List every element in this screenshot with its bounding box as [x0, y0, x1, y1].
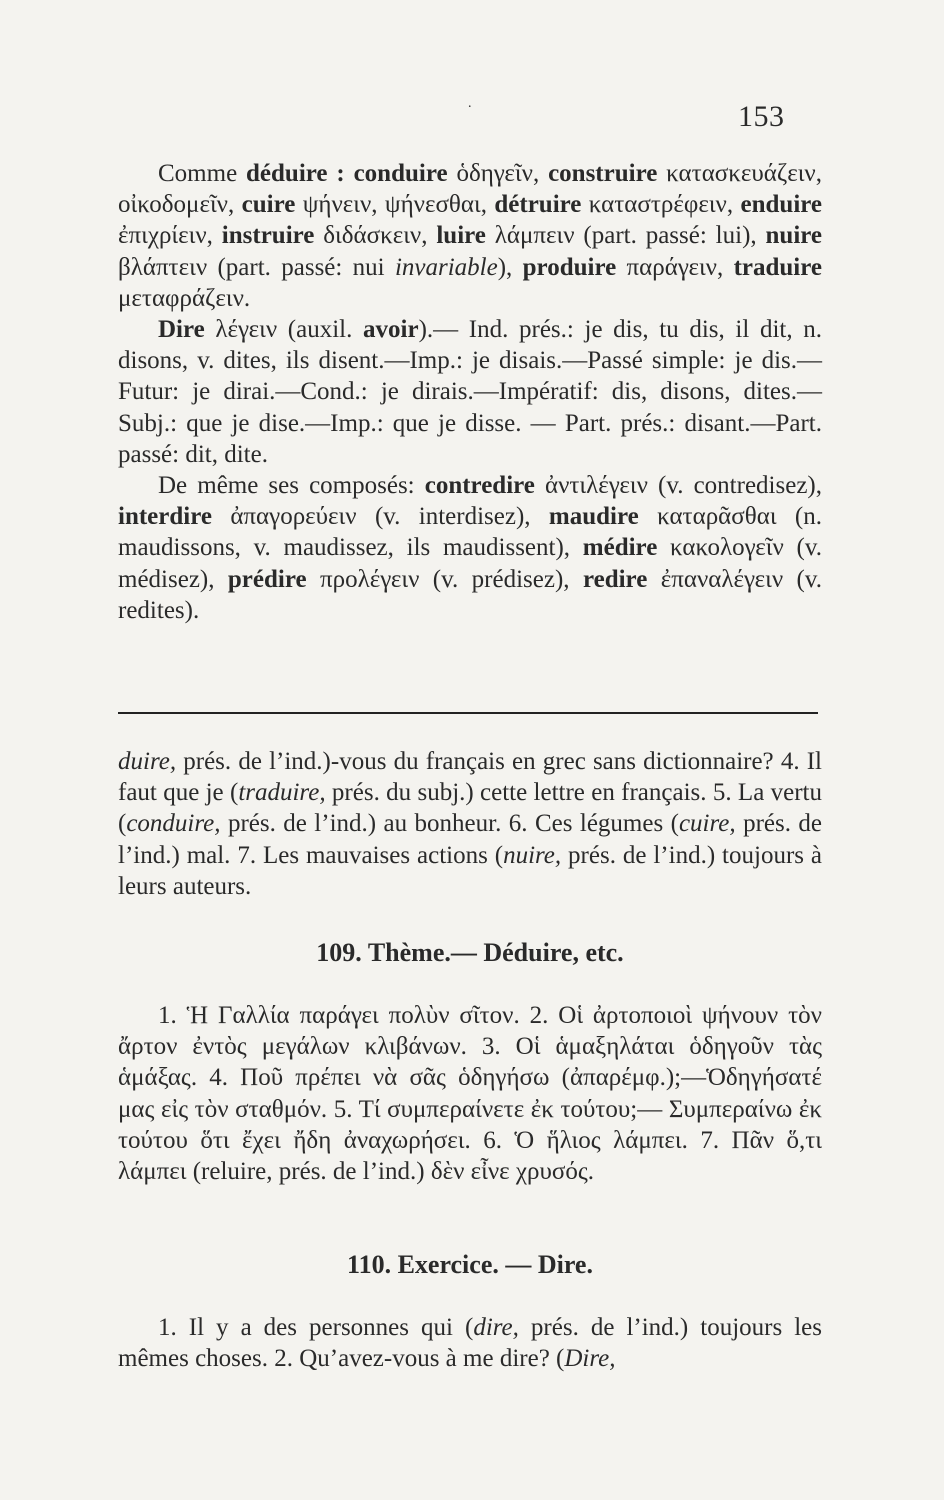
text-run: καταρᾶσθαι (n. maudissons, v. maudissez, ils maudissent), [118, 503, 822, 562]
text-run: dire, [473, 1314, 519, 1341]
text-run: prés. de l’ind.) toujours à leurs auteurs. [118, 841, 822, 900]
text-run: médire [582, 534, 658, 562]
text-run: instruire [221, 222, 315, 250]
text-run: παράγειν, [616, 253, 734, 281]
text-run: 1. Il y a des personnes qui ( [158, 1314, 474, 1341]
text-run: προλέγειν (v. prédisez), [306, 565, 583, 593]
text-run: ), [497, 253, 523, 281]
text-run: κατασκευάζειν, οἰκοδομεῖν, [118, 160, 822, 219]
text-run: nuire, [503, 841, 562, 869]
text-run: Dire [158, 316, 205, 344]
section-exercise-continued [118, 746, 822, 902]
text-run: conduire, [126, 810, 221, 838]
paragraph-theme-109 [118, 1000, 822, 1187]
paragraph-composes [118, 470, 822, 626]
heading-theme-109: 109. Thème.— Déduire, etc. [316, 938, 624, 967]
text-run: déduire : conduire [246, 160, 448, 187]
paragraph-exercise-110 [118, 1312, 822, 1374]
text-run: traduire [733, 253, 822, 281]
paragraph-exercise-continued [118, 746, 822, 902]
page-mark: . [468, 96, 472, 111]
text-run: ἀντιλέγειν (v. contredisez), [534, 472, 822, 500]
text-run: Comme [158, 160, 247, 187]
text-run: ὁδηγεῖν, [447, 160, 549, 187]
text-run: cuire, [678, 810, 736, 838]
text-run: ἀπαγορεύειν (v. interdisez), [211, 503, 549, 531]
text-run: produire [522, 253, 617, 281]
section-exercise-110 [118, 1312, 822, 1374]
text-run: ).— Ind. prés.: je dis, tu dis, il dit, n. disons, v. dites, ils disent.—Imp.: je disais.—Passé simple: je dis.—Futur: je dirai.—Cond.: je dirais.—Impératif: dis, disons, dites.—Subj.: que je dise.—Imp.: que je disse. — Part. prés.: disant.—Part. passé: dit, dite. [118, 316, 822, 468]
text-run: prédire [227, 565, 307, 593]
section-verbs-conjugation [118, 158, 822, 626]
paragraph-comme-deduire [118, 158, 822, 314]
text-run: duire, [118, 748, 177, 775]
text-run: maudire [548, 503, 639, 531]
text-run: De même ses composés: [158, 472, 425, 500]
text-run: avoir [363, 316, 419, 344]
text-run: μεταφράζειν. [118, 284, 251, 312]
text-run: prés. de l’ind.) mal. 7. Les mauvaises actions ( [118, 810, 822, 869]
heading-exercise-110: 110. Exercice. — Dire. [347, 1250, 593, 1279]
text-run: prés. de l’ind.)-vous du français en grec sans dictionnaire? 4. Il faut que je ( [118, 748, 822, 807]
text-run: traduire, [238, 779, 326, 807]
text-run: cuire [241, 191, 296, 219]
text-run: prés. de l’ind.) toujours les mêmes choses. 2. Qu’avez-vous à me dire? ( [118, 1314, 822, 1373]
text-run: nuire [765, 222, 823, 250]
text-run: λάμπειν (part. passé: lui), [485, 222, 766, 250]
section-theme-109 [118, 1000, 822, 1187]
text-run: interdire [118, 503, 212, 531]
text-run: prés. du subj.) cette lettre en français. 5. La vertu ( [118, 779, 822, 838]
text-run: καταστρέφειν, [581, 191, 741, 219]
page-divider [118, 712, 818, 714]
text-run: enduire [740, 191, 823, 219]
text-run: construire [548, 160, 658, 187]
text-run: διδάσκειν, [314, 222, 437, 250]
text-run: redire [582, 565, 648, 593]
text-run: invariable [394, 253, 498, 281]
text-run: ἐπιχρίειν, [118, 222, 222, 250]
text-run: λέγειν (auxil. [204, 316, 364, 344]
text-run: détruire [494, 191, 582, 219]
text-run: contredire [424, 472, 535, 500]
text-run: prés. de l’ind.) au bonheur. 6. Ces légumes ( [220, 810, 679, 838]
text-run: βλάπτειν (part. passé: nui [118, 253, 395, 281]
text-run: Dire, [564, 1345, 616, 1373]
text-run: luire [436, 222, 486, 250]
text-run: ψήνειν, ψήνεσθαι, [295, 191, 495, 219]
text-run: ἐπαναλέγειν (v. redites). [118, 565, 822, 624]
paragraph-dire [118, 314, 822, 470]
page-number: 153 [738, 100, 785, 133]
text-run: κακολογεῖν (v. médisez), [118, 534, 823, 593]
text-run: 1. Ἡ Γαλλία παράγει πολὺν σῖτον. 2. Οἱ ἀρτοποιοὶ ψήνουν τὸν ἄρτον ἐντὸς μεγάλων κλιβάνων. 3. Οἱ ἁμαξηλάται ὁδηγοῦν τὰς ἁμάξας. 4. Ποῦ πρέπει νὰ σᾶς ὁδηγήσω (ἀπαρέμφ.);—Ὁδηγήσατέ μας εἰς τὸν σταθμόν. 5. Τί συμπεραίνετε ἐκ τούτου;— Συμπεραίνω ἐκ τούτου ὅτι ἔχει ἤδη ἀναχωρήσει. 6. Ὁ ἥλιος λάμπει. 7. Πᾶν ὅ,τι λάμπει (reluire, prés. de l’ind.) δὲν εἶνε χρυσός. [118, 1002, 822, 1186]
